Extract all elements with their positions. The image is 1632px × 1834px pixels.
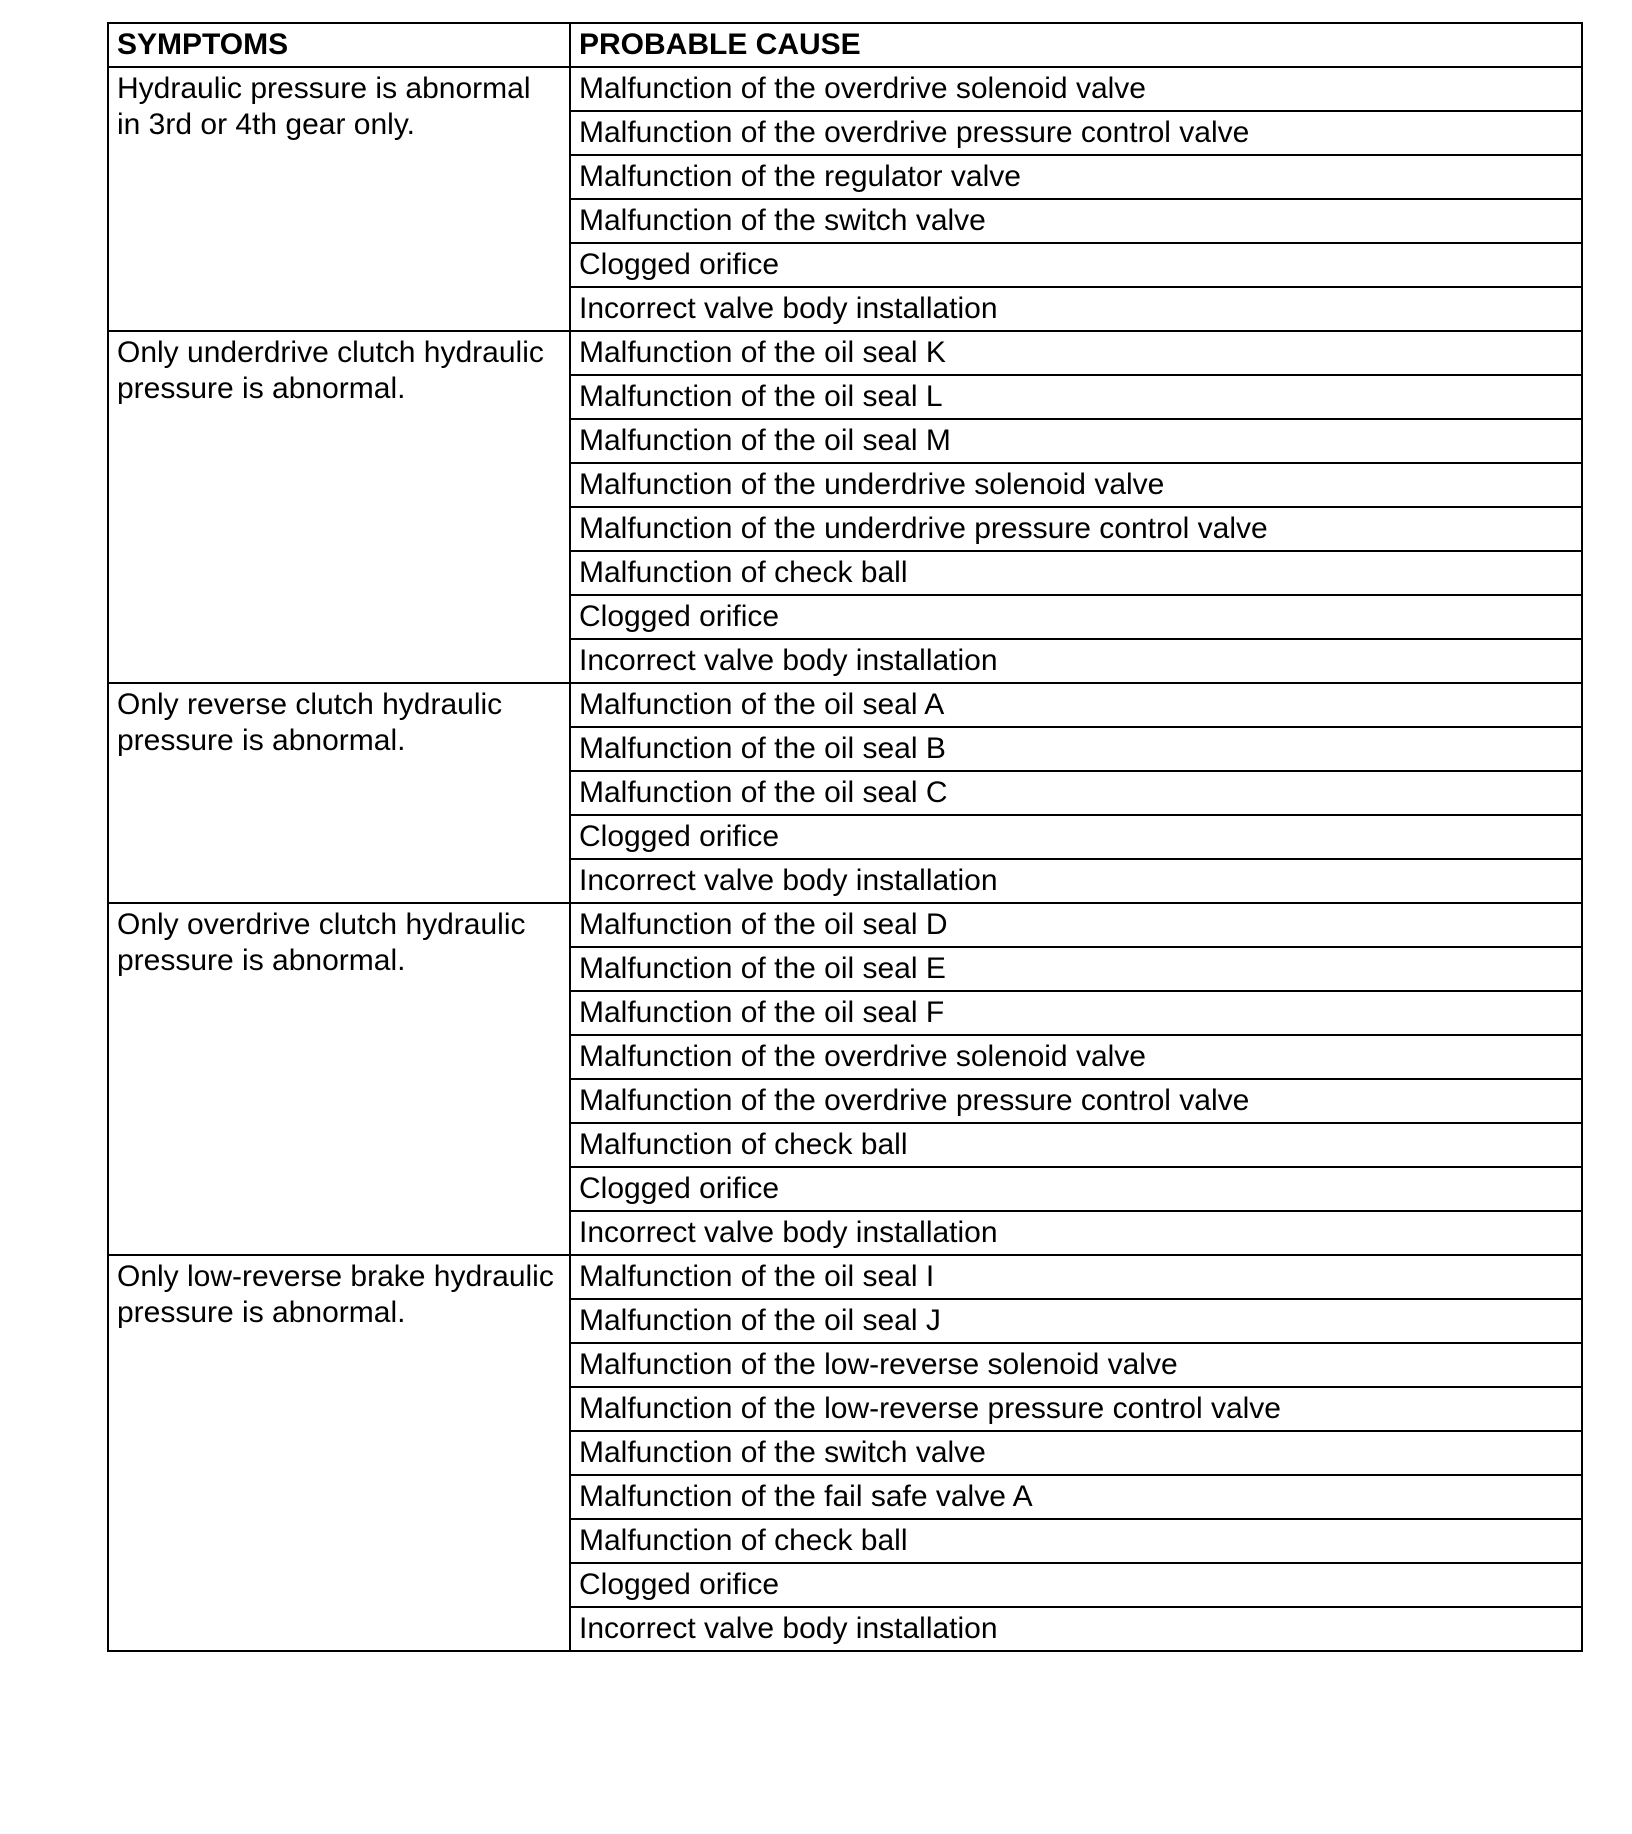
probable-cause-cell: Malfunction of the regulator valve xyxy=(570,155,1582,199)
probable-cause-cell: Malfunction of the switch valve xyxy=(570,1431,1582,1475)
table-row xyxy=(108,683,1582,727)
probable-cause-cell: Malfunction of check ball xyxy=(570,1519,1582,1563)
probable-cause-cell: Incorrect valve body installation xyxy=(570,287,1582,331)
probable-cause-cell: Clogged orifice xyxy=(570,1167,1582,1211)
table-row xyxy=(108,1255,1582,1299)
table-row xyxy=(108,67,1582,111)
troubleshooting-table-container xyxy=(107,22,1581,1652)
probable-cause-cell: Malfunction of the switch valve xyxy=(570,199,1582,243)
table-row xyxy=(108,331,1582,375)
probable-cause-cell: Malfunction of the fail safe valve A xyxy=(570,1475,1582,1519)
probable-cause-cell: Incorrect valve body installation xyxy=(570,1211,1582,1255)
probable-cause-cell: Clogged orifice xyxy=(570,1563,1582,1607)
probable-cause-cell: Malfunction of the oil seal A xyxy=(570,683,1582,727)
probable-cause-cell: Malfunction of the overdrive pressure control valve xyxy=(570,111,1582,155)
probable-cause-cell: Incorrect valve body installation xyxy=(570,1607,1582,1651)
symptom-cell: Only underdrive clutch hydraulic pressure is abnormal. xyxy=(108,331,570,683)
symptom-cell: Only overdrive clutch hydraulic pressure is abnormal. xyxy=(108,903,570,1255)
probable-cause-header: PROBABLE CAUSE xyxy=(570,23,1582,67)
probable-cause-cell: Malfunction of the oil seal E xyxy=(570,947,1582,991)
probable-cause-cell: Malfunction of the underdrive solenoid valve xyxy=(570,463,1582,507)
probable-cause-cell: Malfunction of the underdrive pressure control valve xyxy=(570,507,1582,551)
probable-cause-cell: Malfunction of the oil seal L xyxy=(570,375,1582,419)
symptoms-header: SYMPTOMS xyxy=(108,23,570,67)
probable-cause-cell: Incorrect valve body installation xyxy=(570,639,1582,683)
probable-cause-cell: Malfunction of the oil seal M xyxy=(570,419,1582,463)
probable-cause-cell: Malfunction of check ball xyxy=(570,551,1582,595)
probable-cause-cell: Incorrect valve body installation xyxy=(570,859,1582,903)
probable-cause-cell: Malfunction of the overdrive solenoid valve xyxy=(570,67,1582,111)
probable-cause-cell: Malfunction of the overdrive solenoid valve xyxy=(570,1035,1582,1079)
probable-cause-cell: Malfunction of the oil seal C xyxy=(570,771,1582,815)
probable-cause-cell: Malfunction of the oil seal F xyxy=(570,991,1582,1035)
table-row xyxy=(108,903,1582,947)
probable-cause-cell: Malfunction of the oil seal D xyxy=(570,903,1582,947)
symptom-cell: Hydraulic pressure is abnormal in 3rd or 4th gear only. xyxy=(108,67,570,331)
table-body xyxy=(108,67,1582,1651)
troubleshooting-table xyxy=(107,22,1583,1652)
probable-cause-cell: Malfunction of the oil seal I xyxy=(570,1255,1582,1299)
symptom-cell: Only low-reverse brake hydraulic pressure is abnormal. xyxy=(108,1255,570,1651)
probable-cause-cell: Malfunction of check ball xyxy=(570,1123,1582,1167)
probable-cause-cell: Malfunction of the oil seal B xyxy=(570,727,1582,771)
probable-cause-cell: Malfunction of the oil seal J xyxy=(570,1299,1582,1343)
probable-cause-cell: Malfunction of the oil seal K xyxy=(570,331,1582,375)
symptom-cell: Only reverse clutch hydraulic pressure is abnormal. xyxy=(108,683,570,903)
probable-cause-cell: Clogged orifice xyxy=(570,595,1582,639)
probable-cause-cell: Clogged orifice xyxy=(570,243,1582,287)
probable-cause-cell: Malfunction of the low-reverse pressure control valve xyxy=(570,1387,1582,1431)
header-row xyxy=(108,23,1582,67)
probable-cause-cell: Malfunction of the low-reverse solenoid valve xyxy=(570,1343,1582,1387)
probable-cause-cell: Clogged orifice xyxy=(570,815,1582,859)
probable-cause-cell: Malfunction of the overdrive pressure control valve xyxy=(570,1079,1582,1123)
